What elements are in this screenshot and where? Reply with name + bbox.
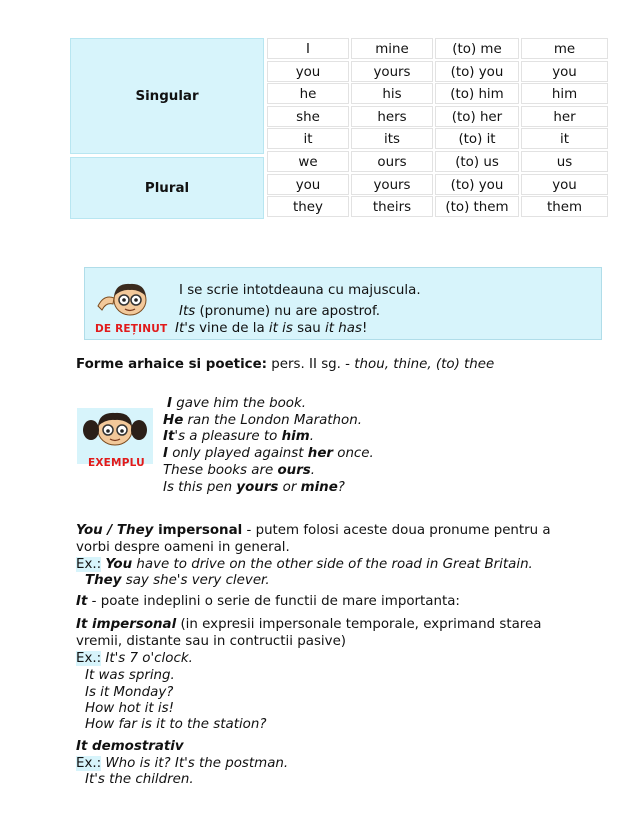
pronoun-cell: she (267, 106, 349, 127)
it-demonstrative-example-2: It's the children. (85, 772, 194, 787)
it-impersonal-heading: It impersonal (in expresii impersonale temporale, exprimand starea (76, 617, 542, 632)
pronoun-cell: it (267, 128, 349, 149)
pronoun-cell: yours (351, 61, 433, 82)
exemplu-line-3: It's a pleasure to him. (163, 429, 314, 444)
pronoun-cell: ours (351, 151, 433, 172)
pronoun-cell: theirs (351, 196, 433, 217)
exemplu-line-5: These books are ours. (163, 463, 316, 478)
pronoun-cell: he (267, 83, 349, 104)
pronoun-cell: (to) us (435, 151, 519, 172)
pronoun-cell: it (521, 128, 608, 149)
exemplu-line-1: I gave him the book. (167, 396, 307, 411)
it-impersonal-example-1: Ex.: It's 7 o'clock. (76, 651, 193, 666)
it-heading: It - poate indeplini o serie de functii de mare importanta: (76, 594, 460, 609)
exemplu-line-4: I only played against her once. (163, 446, 374, 461)
pronoun-cell: hers (351, 106, 433, 127)
it-impersonal-desc: vremii, distante sau in contructii pasive) (76, 634, 347, 649)
impersonal-heading: You / They impersonal - putem folosi aceste doua pronume pentru a (76, 523, 551, 538)
pronoun-cell: (to) you (435, 174, 519, 195)
pronoun-table (70, 38, 606, 219)
pronoun-cell: me (521, 38, 608, 59)
pronoun-cell: you (267, 174, 349, 195)
singular-label: Singular (70, 38, 264, 154)
pronoun-cell: (to) him (435, 83, 519, 104)
pronoun-cell: (to) you (435, 61, 519, 82)
pronoun-cell: (to) it (435, 128, 519, 149)
exemplu-line-6: Is this pen yours or mine? (163, 480, 345, 495)
exemplu-badge: EXEMPLU (88, 457, 145, 469)
it-impersonal-example-3: Is it Monday? (85, 685, 174, 700)
retinut-line-1: I se scrie intotdeauna cu majuscula. (179, 283, 421, 298)
retinut-line-3: It's vine de la it is sau it has! (175, 321, 368, 336)
pronoun-cell: (to) me (435, 38, 519, 59)
pronoun-cell: (to) them (435, 196, 519, 217)
pronoun-cell: I (267, 38, 349, 59)
pronoun-cell: its (351, 128, 433, 149)
pronoun-cell: they (267, 196, 349, 217)
it-demonstrative-example-1: Ex.: Who is it? It's the postman. (76, 756, 289, 771)
pronoun-cell: us (521, 151, 608, 172)
pronoun-cell: them (521, 196, 608, 217)
pronoun-cell: (to) her (435, 106, 519, 127)
thinking-kid-icon (94, 280, 166, 320)
retinut-line-2: Its (pronume) nu are apostrof. (179, 304, 380, 319)
impersonal-example-2: They say she's very clever. (85, 573, 270, 588)
de-retinut-badge: DE REȚINUT (95, 323, 168, 335)
exemplu-line-2: He ran the London Marathon. (163, 413, 362, 428)
it-demonstrative-heading: It demostrativ (76, 739, 184, 754)
pronoun-cell: you (521, 174, 608, 195)
pronoun-cell: mine (351, 38, 433, 59)
pronoun-cell: we (267, 151, 349, 172)
impersonal-example-1: Ex.: You have to drive on the other side of the road in Great Britain. (76, 557, 533, 572)
archaic-forms-line: Forme arhaice si poetice: pers. II sg. - thou, thine, (to) thee (76, 357, 495, 372)
pronoun-cell: you (267, 61, 349, 82)
pronoun-cell: you (521, 61, 608, 82)
plural-label: Plural (70, 157, 264, 219)
it-impersonal-example-2: It was spring. (85, 668, 175, 683)
impersonal-desc: vorbi despre oameni in general. (76, 540, 290, 555)
it-impersonal-example-5: How far is it to the station? (85, 717, 267, 732)
it-impersonal-example-4: How hot it is! (85, 701, 174, 716)
pronoun-cell: him (521, 83, 608, 104)
pronoun-cell: her (521, 106, 608, 127)
de-retinut-box (84, 267, 602, 340)
pronoun-cell: yours (351, 174, 433, 195)
pronoun-cell: his (351, 83, 433, 104)
